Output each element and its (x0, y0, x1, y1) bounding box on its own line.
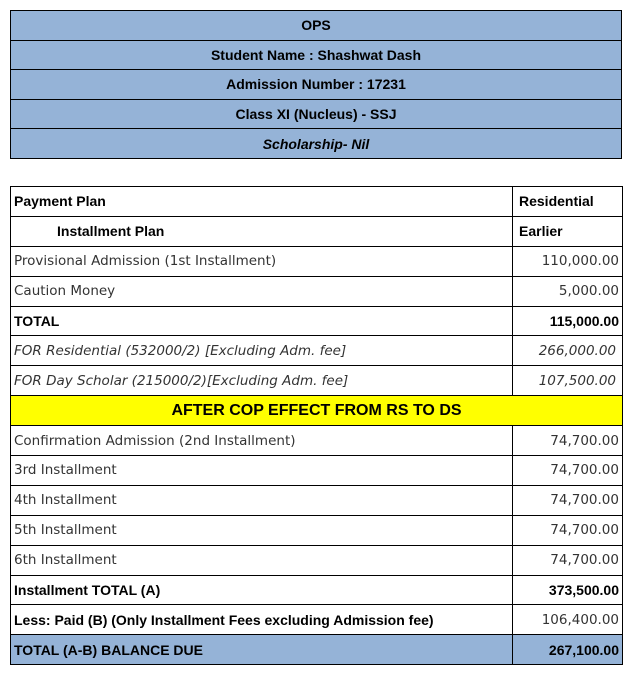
row-value: 5,000.00 (513, 276, 623, 306)
row-label: 4th Installment (11, 485, 513, 515)
less-paid-row (11, 605, 623, 635)
payment-plan-header: Payment Plan (11, 187, 513, 217)
installment-total-label: Installment TOTAL (A) (11, 575, 513, 605)
table-row (11, 515, 623, 545)
row-label: Provisional Admission (1st Installment) (11, 246, 513, 276)
table-row (11, 246, 623, 276)
table-row (11, 485, 623, 515)
installment-total-value: 373,500.00 (513, 575, 623, 605)
total-value: 115,000.00 (513, 306, 623, 336)
payment-plan-table (10, 186, 623, 665)
residential-row (11, 336, 623, 366)
table-row (11, 276, 623, 306)
balance-due-label: TOTAL (A-B) BALANCE DUE (11, 635, 513, 665)
header-row (11, 187, 623, 217)
residential-value: 266,000.00 (513, 336, 623, 366)
scholarship-info: Scholarship- Nil (11, 129, 622, 159)
student-name: Student Name : Shashwat Dash (11, 40, 622, 70)
less-paid-value: 106,400.00 (513, 605, 623, 635)
day-scholar-value: 107,500.00 (513, 366, 623, 396)
cop-effect-banner: AFTER COP EFFECT FROM RS TO DS (11, 396, 623, 426)
row-value: 74,700.00 (513, 485, 623, 515)
row-value: 74,700.00 (513, 515, 623, 545)
row-value: 74,700.00 (513, 426, 623, 456)
subheader-row (11, 216, 623, 246)
total-row (11, 306, 623, 336)
class-info: Class XI (Nucleus) - SSJ (11, 99, 622, 129)
table-row (11, 456, 623, 486)
cop-effect-banner-row (11, 396, 623, 426)
installment-total-row (11, 575, 623, 605)
row-label: 5th Installment (11, 515, 513, 545)
residential-label: FOR Residential (532000/2) [Excluding Adm. fee] (11, 336, 513, 366)
installment-plan-header: Installment Plan (11, 216, 513, 246)
earlier-header: Earlier (513, 216, 623, 246)
total-label: TOTAL (11, 306, 513, 336)
balance-due-value: 267,100.00 (513, 635, 623, 665)
row-label: 3rd Installment (11, 456, 513, 486)
student-info-table (10, 10, 622, 159)
balance-due-row (11, 635, 623, 665)
row-label: Caution Money (11, 276, 513, 306)
day-scholar-label: FOR Day Scholar (215000/2)[Excluding Adm. fee] (11, 366, 513, 396)
row-value: 74,700.00 (513, 456, 623, 486)
residential-header: Residential (513, 187, 623, 217)
row-value: 110,000.00 (513, 246, 623, 276)
table-row (11, 545, 623, 575)
row-label: Confirmation Admission (2nd Installment) (11, 426, 513, 456)
row-label: 6th Installment (11, 545, 513, 575)
table-row (11, 426, 623, 456)
row-value: 74,700.00 (513, 545, 623, 575)
admission-number: Admission Number : 17231 (11, 70, 622, 100)
school-name: OPS (11, 11, 622, 41)
day-scholar-row (11, 366, 623, 396)
less-paid-label: Less: Paid (B) (Only Installment Fees excluding Admission fee) (11, 605, 513, 635)
